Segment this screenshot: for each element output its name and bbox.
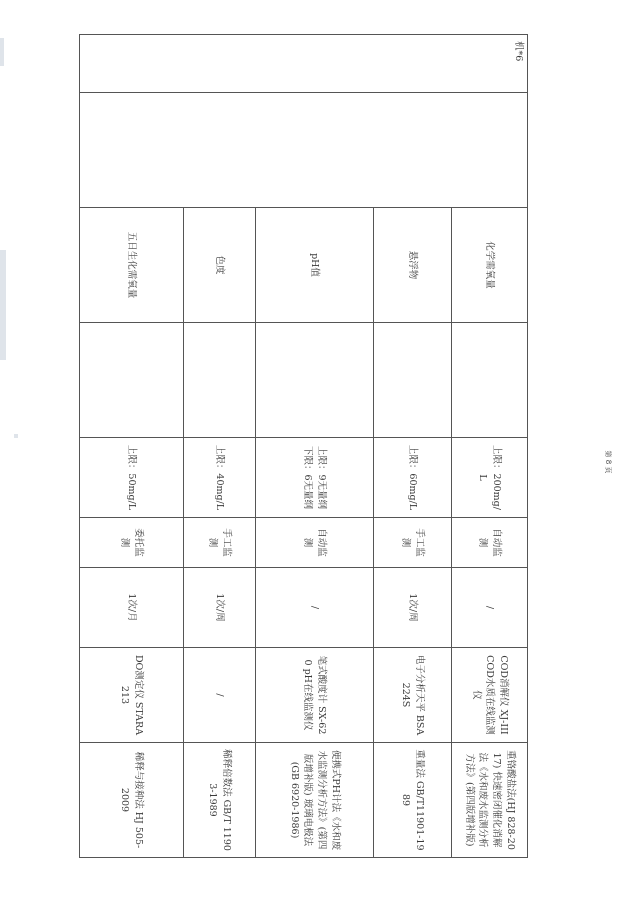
frequency-cell: 1次/周 [184, 568, 256, 648]
empty-cell [80, 93, 528, 208]
limit-cell: 上限：60mg/L [374, 438, 452, 518]
limit-cell: 上限：9无量纲 下限：6无量纲 [256, 438, 374, 518]
empty-cell [452, 323, 528, 438]
indicator-cell: 五日生化需氧量 [80, 208, 184, 323]
mode-cell: 委托监测 [80, 518, 184, 568]
empty-cell [184, 323, 256, 438]
scan-mark-3 [14, 434, 18, 438]
instrument-cell: 电子分析天平 BSA224S [374, 648, 452, 743]
empty-cell [80, 323, 184, 438]
monitoring-table-page [80, 34, 528, 857]
page-number: 第 8 页 [604, 450, 612, 474]
frequency-cell: 1次/月 [80, 568, 184, 648]
left-side-label-cell [80, 35, 528, 93]
instrument-cell: / [184, 648, 256, 743]
indicator-cell: 色度 [184, 208, 256, 323]
frequency-cell: / [256, 568, 374, 648]
instrument-cell: 笔式酸度计 SX-620 pH在线监测仪 [256, 648, 374, 743]
mode-cell: 手工监测 [374, 518, 452, 568]
indicator-cell: 悬浮物 [374, 208, 452, 323]
method-cell: 重量法 GB/T11901-1989 [374, 743, 452, 858]
instrument-cell: COD消解仪 XJ-III COD水质在线监测仪 [452, 648, 528, 743]
indicator-cell: pH值 [256, 208, 374, 323]
method-cell: 便携式PH计法《水和废水监测分析方法》(第四版增补版) 玻璃电极法 (GB 6920-1986) [256, 743, 374, 858]
empty-cell [374, 323, 452, 438]
scan-mark-2 [0, 250, 6, 360]
mode-cell: 手工监测 [184, 518, 256, 568]
left-side-label: 机*6 [513, 41, 524, 62]
indicator-cell: 化学需氧量 [452, 208, 528, 323]
limit-cell: 上限：200mg/L [452, 438, 528, 518]
method-cell: 稀释倍数法 GB/T 11903-1989 [184, 743, 256, 858]
frequency-cell: 1次/周 [374, 568, 452, 648]
scan-mark-1 [0, 38, 4, 66]
frequency-cell: / [452, 568, 528, 648]
mode-cell: 自动监测 [452, 518, 528, 568]
method-cell: 稀释与接种法 HJ 505-2009 [80, 743, 184, 858]
table-row [452, 35, 528, 858]
empty-cell [256, 323, 374, 438]
limit-cell: 上限：50mg/L [80, 438, 184, 518]
mode-cell: 自动监测 [256, 518, 374, 568]
method-cell: 重铬酸盐法(HJ 828-2017) 快速密闭催化消解法《水和废水监测分析方法》(第四版增补版) [452, 743, 528, 858]
monitoring-table [79, 34, 528, 858]
instrument-cell: DO测定仪 STARA213 [80, 648, 184, 743]
limit-cell: 上限：40mg/L [184, 438, 256, 518]
